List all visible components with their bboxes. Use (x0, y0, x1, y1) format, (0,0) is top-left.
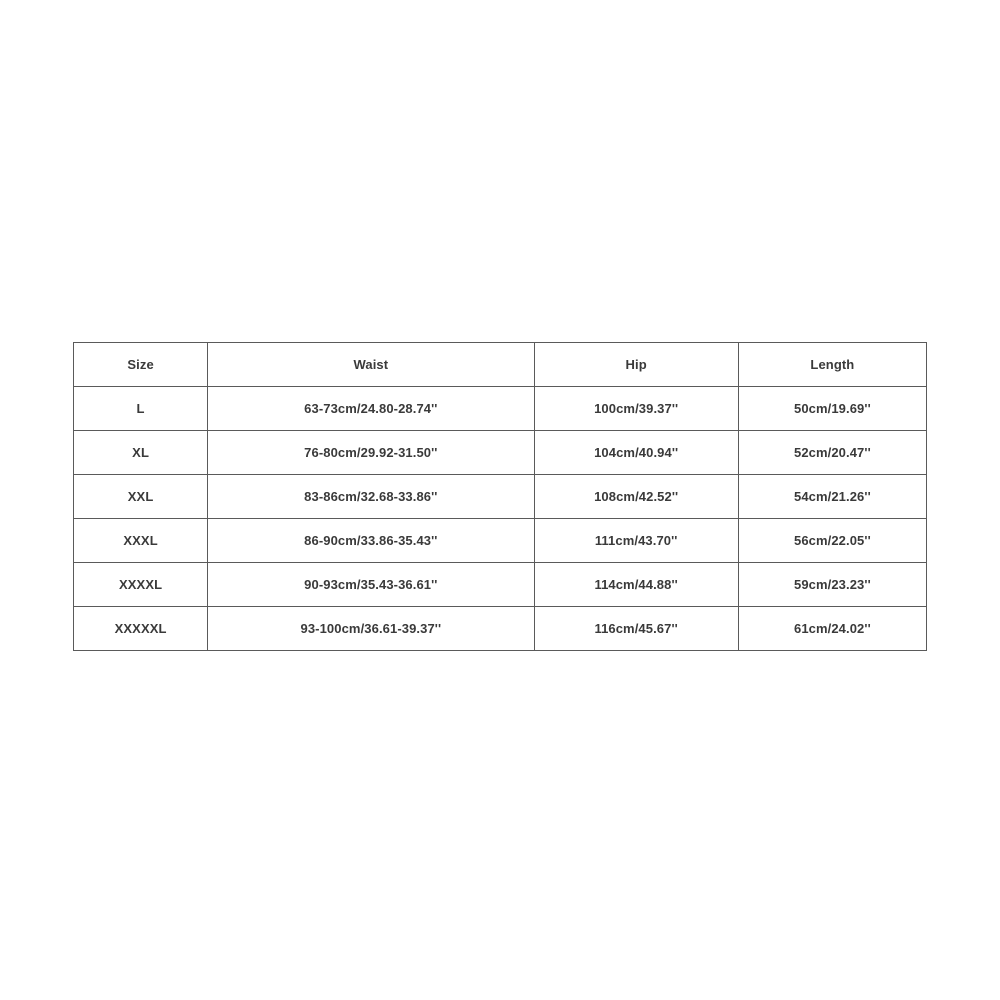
table-row (74, 563, 927, 607)
size-chart-table (73, 342, 927, 651)
cell-waist: 90-93cm/35.43-36.61'' (208, 563, 534, 607)
cell-waist: 86-90cm/33.86-35.43'' (208, 519, 534, 563)
cell-length: 61cm/24.02'' (738, 607, 926, 651)
cell-size: XXL (74, 475, 208, 519)
table-row (74, 431, 927, 475)
header-size: Size (74, 343, 208, 387)
cell-waist: 83-86cm/32.68-33.86'' (208, 475, 534, 519)
cell-size: XXXL (74, 519, 208, 563)
cell-waist: 93-100cm/36.61-39.37'' (208, 607, 534, 651)
header-waist: Waist (208, 343, 534, 387)
cell-waist: 63-73cm/24.80-28.74'' (208, 387, 534, 431)
cell-size: L (74, 387, 208, 431)
header-hip: Hip (534, 343, 738, 387)
cell-length: 52cm/20.47'' (738, 431, 926, 475)
cell-hip: 111cm/43.70'' (534, 519, 738, 563)
cell-size: XL (74, 431, 208, 475)
size-chart-header (74, 343, 927, 387)
cell-hip: 116cm/45.67'' (534, 607, 738, 651)
cell-size: XXXXXL (74, 607, 208, 651)
header-length: Length (738, 343, 926, 387)
cell-length: 56cm/22.05'' (738, 519, 926, 563)
cell-hip: 114cm/44.88'' (534, 563, 738, 607)
table-row (74, 607, 927, 651)
cell-length: 50cm/19.69'' (738, 387, 926, 431)
header-row (74, 343, 927, 387)
table-row (74, 475, 927, 519)
size-chart-body (74, 387, 927, 651)
cell-length: 54cm/21.26'' (738, 475, 926, 519)
cell-size: XXXXL (74, 563, 208, 607)
cell-length: 59cm/23.23'' (738, 563, 926, 607)
cell-waist: 76-80cm/29.92-31.50'' (208, 431, 534, 475)
cell-hip: 104cm/40.94'' (534, 431, 738, 475)
table-row (74, 387, 927, 431)
cell-hip: 108cm/42.52'' (534, 475, 738, 519)
cell-hip: 100cm/39.37'' (534, 387, 738, 431)
table-row (74, 519, 927, 563)
